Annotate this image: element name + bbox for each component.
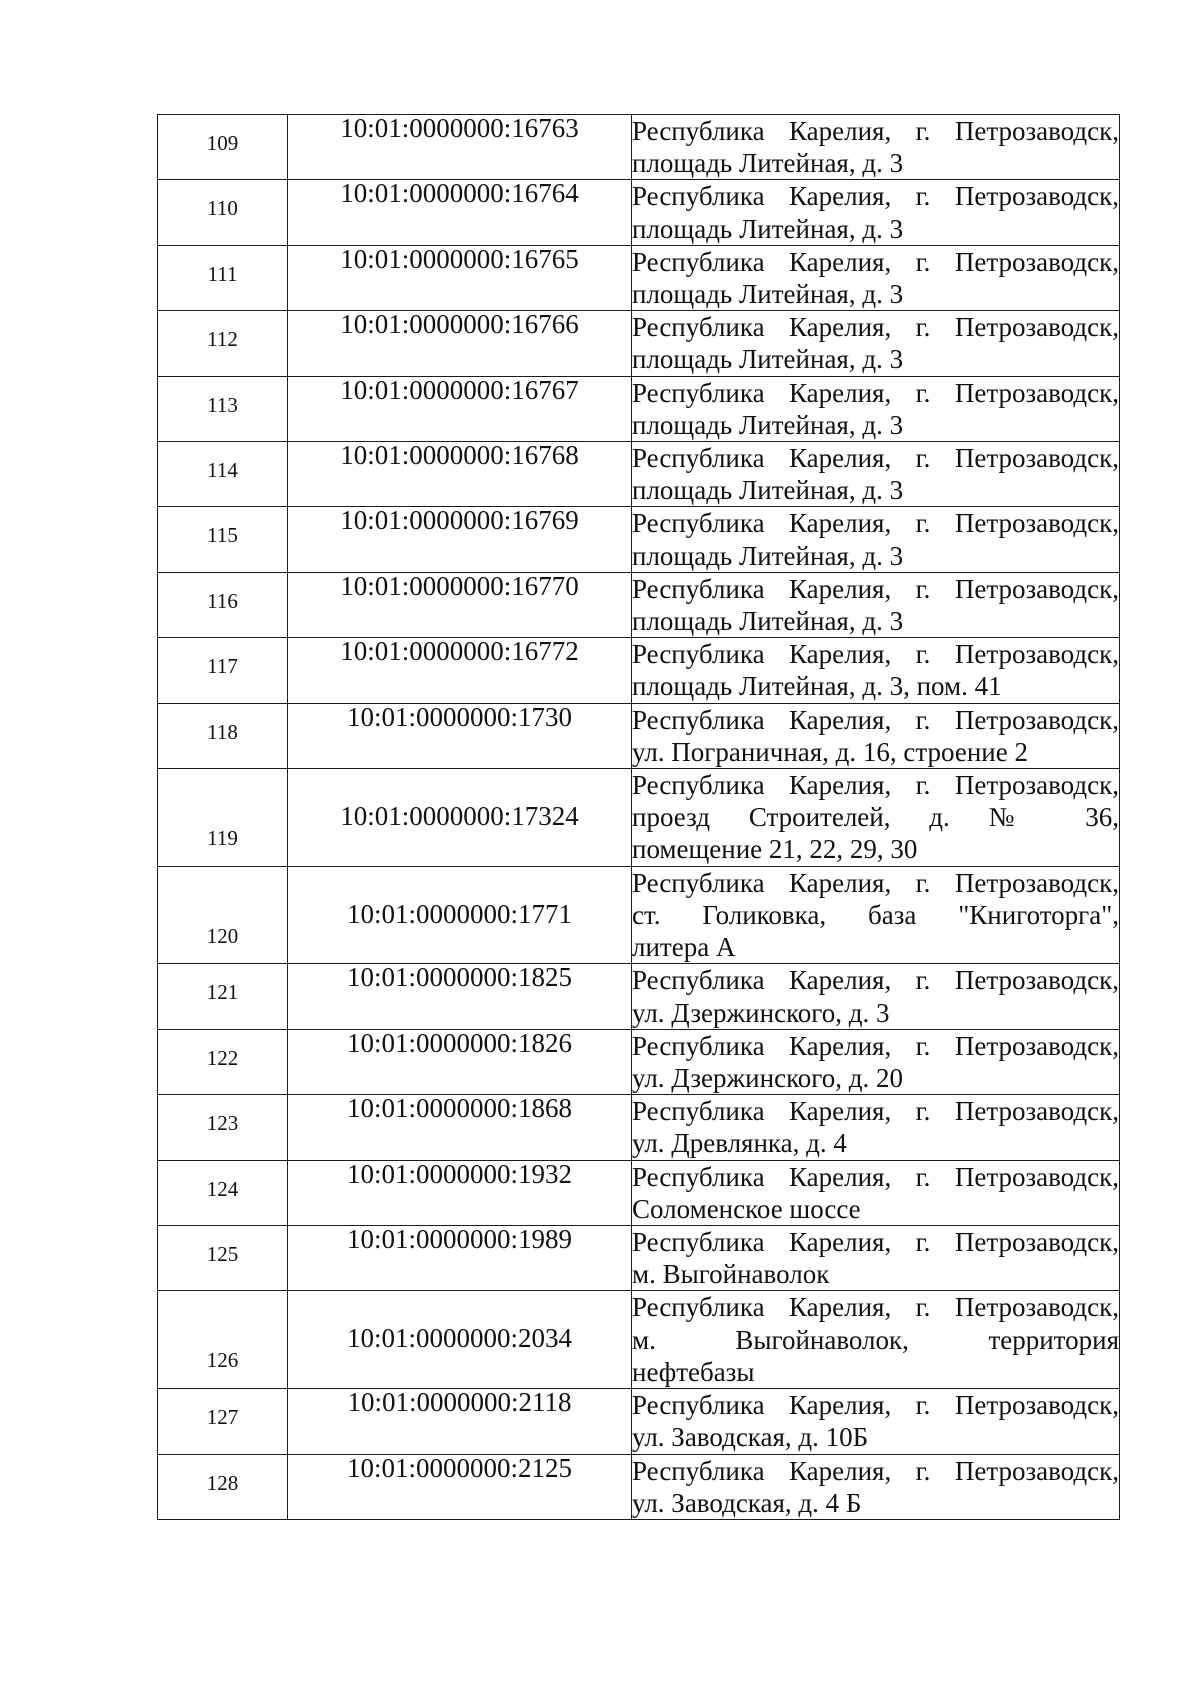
cadastral-number: 10:01:0000000:2125 [288,1454,632,1519]
row-number: 123 [158,1095,288,1160]
address-cell [632,245,1120,310]
row-number: 116 [158,572,288,637]
address-line: Республика Карелия, г. Петрозаводск, [632,573,1119,604]
address-line: Республика Карелия, г. Петрозаводск, [632,116,1119,146]
address-line: площадь Литейная, д. 3 [632,606,904,637]
cadastral-number: 10:01:0000000:17324 [288,769,632,867]
address-cell [632,311,1120,376]
table-row [158,572,1120,637]
address-line: площадь Литейная, д. 3 [632,279,904,310]
address-line: Республика Карелия, г. Петрозаводск, [632,1292,1119,1323]
address-line: Республика Карелия, г. Петрозаводск, [632,1455,1119,1486]
table-row [158,1291,1120,1389]
cadastral-number: 10:01:0000000:16764 [288,180,632,245]
address-line: Республика Карелия, г. Петрозаводск, [632,1161,1119,1192]
address-line: площадь Литейная, д. 3 [632,475,904,506]
row-number: 125 [158,1226,288,1291]
address-cell [632,1029,1120,1094]
table-row [158,507,1120,572]
cadastral-number: 10:01:0000000:1932 [288,1160,632,1225]
address-line: Республика Карелия, г. Петрозаводск, [632,1227,1119,1258]
table-row [158,769,1120,867]
address-line: Республика Карелия, г. Петрозаводск, [632,181,1119,212]
address-line: площадь Литейная, д. 3 [632,409,904,440]
address-line: Республика Карелия, г. Петрозаводск, [632,246,1119,277]
address-line: ул. Заводская, д. 4 Б [632,1487,862,1518]
cadastral-number: 10:01:0000000:1826 [288,1029,632,1094]
address-cell [632,964,1120,1029]
row-number: 119 [158,769,288,867]
cadastral-number: 10:01:0000000:16769 [288,507,632,572]
address-line: ул. Дзержинского, д. 3 [632,997,890,1028]
address-cell [632,1226,1120,1291]
address-line: Соломенское шоссе [632,1193,861,1224]
table-row [158,1095,1120,1160]
address-cell [632,572,1120,637]
address-line: Республика Карелия, г. Петрозаводск, [632,443,1119,474]
cadastral-number: 10:01:0000000:1868 [288,1095,632,1160]
address-line: м. Выгойнаволок, территория [632,1324,1119,1355]
address-cell [632,180,1120,245]
address-cell [632,1160,1120,1225]
address-line: Республика Карелия, г. Петрозаводск, [632,312,1119,343]
table-row [158,1454,1120,1519]
row-number: 109 [158,115,288,180]
address-line: нефтебазы [632,1356,755,1387]
table-row [158,1029,1120,1094]
row-number: 120 [158,866,288,964]
table-row [158,1226,1120,1291]
address-cell [632,1095,1120,1160]
address-line: площадь Литейная, д. 3, пом. 41 [632,671,1002,702]
row-number: 122 [158,1029,288,1094]
address-cell [632,115,1120,180]
address-cell [632,1291,1120,1389]
cadastral-number: 10:01:0000000:2118 [288,1389,632,1454]
table-row [158,866,1120,964]
table-row [158,964,1120,1029]
table-row [158,1160,1120,1225]
address-line: Республика Карелия, г. Петрозаводск, [632,377,1119,408]
cadastral-number: 10:01:0000000:1989 [288,1226,632,1291]
row-number: 112 [158,311,288,376]
cadastral-number: 10:01:0000000:16767 [288,376,632,441]
cadastral-number: 10:01:0000000:16772 [288,638,632,703]
address-cell [632,507,1120,572]
table-row [158,703,1120,768]
address-line: ст. Голиковка, база "Книготорга", [632,899,1119,930]
table-row [158,1389,1120,1454]
address-line: Республика Карелия, г. Петрозаводск, [632,1096,1119,1127]
address-line: Республика Карелия, г. Петрозаводск, [632,1390,1119,1421]
address-line: площадь Литейная, д. 3 [632,213,904,244]
row-number: 128 [158,1454,288,1519]
address-line: Республика Карелия, г. Петрозаводск, [632,770,1119,801]
address-line: проезд Строителей, д. № 36, [632,802,1119,833]
address-line: литера А [632,932,736,963]
table-body [158,115,1120,1520]
table-row [158,180,1120,245]
address-line: ул. Заводская, д. 10Б [632,1422,869,1453]
address-cell [632,376,1120,441]
row-number: 115 [158,507,288,572]
address-cell [632,442,1120,507]
table-row [158,245,1120,310]
address-line: ул. Пограничная, д. 16, строение 2 [632,736,1028,767]
address-line: помещение 21, 22, 29, 30 [632,834,918,865]
row-number: 121 [158,964,288,1029]
address-line: Республика Карелия, г. Петрозаводск, [632,639,1119,670]
address-cell [632,866,1120,964]
table-row [158,311,1120,376]
address-line: Республика Карелия, г. Петрозаводск, [632,508,1119,539]
address-line: площадь Литейная, д. 3 [632,540,904,571]
address-line: м. Выгойнаволок [632,1259,830,1290]
cadastral-number: 10:01:0000000:16770 [288,572,632,637]
row-number: 117 [158,638,288,703]
cadastral-number: 10:01:0000000:16765 [288,245,632,310]
address-line: ул. Дзержинского, д. 20 [632,1063,903,1094]
cadastral-number: 10:01:0000000:2034 [288,1291,632,1389]
address-line: площадь Литейная, д. 3 [632,344,904,375]
row-number: 114 [158,442,288,507]
row-number: 118 [158,703,288,768]
address-line: площадь Литейная, д. 3 [632,148,904,179]
cadastral-number: 10:01:0000000:1730 [288,703,632,768]
address-cell [632,1454,1120,1519]
address-cell [632,638,1120,703]
row-number: 110 [158,180,288,245]
row-number: 127 [158,1389,288,1454]
table-row [158,376,1120,441]
table-row [158,442,1120,507]
row-number: 126 [158,1291,288,1389]
address-cell [632,703,1120,768]
address-line: Республика Карелия, г. Петрозаводск, [632,965,1119,996]
address-line: Республика Карелия, г. Петрозаводск, [632,867,1119,898]
cadastral-number: 10:01:0000000:1771 [288,866,632,964]
cadastral-number: 10:01:0000000:16763 [288,115,632,180]
row-number: 113 [158,376,288,441]
table-row [158,638,1120,703]
address-line: Республика Карелия, г. Петрозаводск, [632,704,1119,735]
cadastral-number: 10:01:0000000:16766 [288,311,632,376]
row-number: 124 [158,1160,288,1225]
address-line: Республика Карелия, г. Петрозаводск, [632,1030,1119,1061]
property-registry-table [157,114,1120,1520]
row-number: 111 [158,245,288,310]
address-cell [632,1389,1120,1454]
table-row [158,115,1120,180]
cadastral-number: 10:01:0000000:16768 [288,442,632,507]
cadastral-number: 10:01:0000000:1825 [288,964,632,1029]
address-line: ул. Древлянка, д. 4 [632,1128,847,1159]
address-cell [632,769,1120,867]
